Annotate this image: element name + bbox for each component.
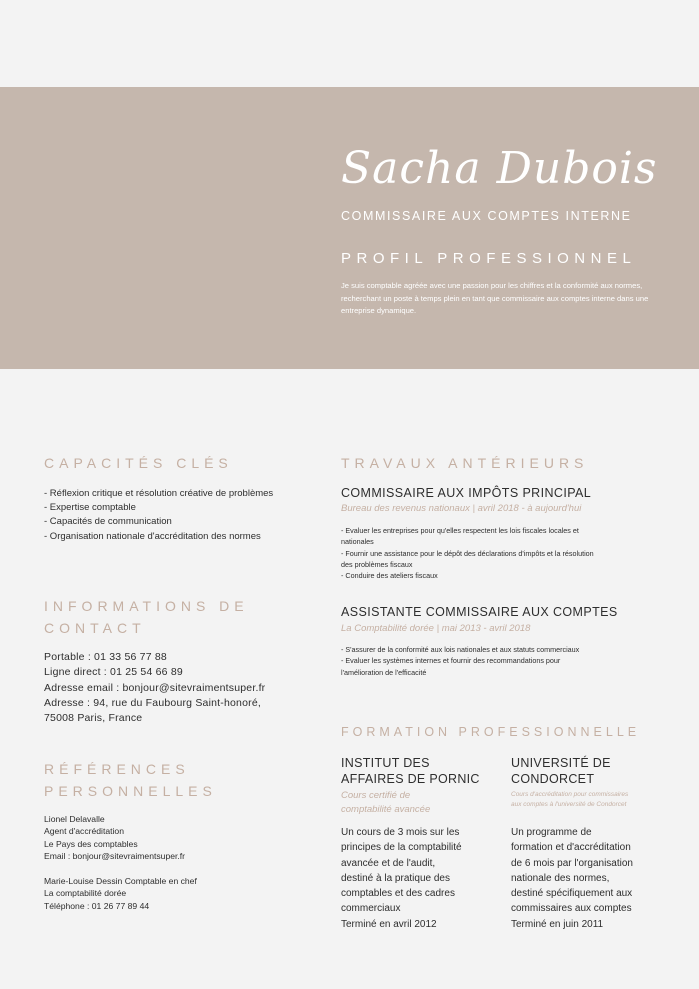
education-title-line: AFFAIRES DE PORNIC (341, 772, 480, 786)
education-desc-line: de 6 mois par l'organisation (511, 857, 633, 869)
list-item: nationales (341, 537, 374, 547)
education-subtitle-line: Cours certifié de (341, 790, 411, 801)
job-title: ASSISTANTE COMMISSAIRE AUX COMPTES (341, 605, 618, 619)
contact-heading-line: CONTACT (44, 620, 146, 636)
list-item: l'amélioration de l'efficacité (341, 667, 427, 677)
education-desc-line: Un programme de (511, 827, 592, 838)
profile-text: Je suis comptable agréée avec une passion pour les chiffres et la conformité aux normes, recherchant un poste à temps plein en tant que commissaire aux comptes interne dans une entreprise dynamique. (341, 281, 649, 315)
skills-heading: CAPACITÉS CLÉS (44, 455, 233, 471)
reference-line: Email : bonjour@sitevraimentsuper.fr (44, 851, 186, 862)
list-item: des problèmes fiscaux (341, 559, 413, 569)
education-desc-line: destiné spécifiquement aux (511, 888, 633, 900)
education-desc-line: Terminé en juin 2011 (511, 918, 604, 930)
reference-line: La comptabilité dorée (44, 888, 127, 899)
contact-address-city: 75008 Paris, France (44, 712, 143, 725)
list-item: - Conduire des ateliers fiscaux (341, 571, 438, 581)
job-subtitle: La Comptabilité dorée | mai 2013 - avril 2018 (341, 623, 531, 634)
education-desc-line: avancée et de l'audit, (341, 857, 436, 869)
education-title-line: CONDORCET (511, 772, 595, 786)
education-title-line: UNIVERSITÉ DE (511, 756, 611, 770)
list-item: - S'assurer de la conformité aux lois nationales et aux statuts commerciaux (341, 645, 580, 654)
references-heading (44, 758, 217, 802)
job-duties (341, 644, 661, 678)
education-desc-line: nationale des normes, (511, 872, 610, 884)
list-item: - Réflexion critique et résolution créative de problèmes (44, 488, 274, 499)
contact-address: Adresse : 94, rue du Faubourg Saint-honoré, (44, 696, 261, 709)
contact-heading (44, 595, 249, 639)
education-title (511, 755, 611, 787)
list-item: - Fournir une assistance pour le dépôt des déclarations d'impôts et la résolution (341, 548, 594, 558)
education-subtitle-line: Cours d'accréditation pour commissaires (511, 791, 629, 798)
job-subtitle: Bureau des revenus nationaux | avril 2018 - à aujourd'hui (341, 503, 582, 514)
references-heading-line: RÉFÉRENCES (44, 761, 190, 777)
references-list (44, 813, 314, 912)
education-desc-line: Terminé en avril 2012 (341, 918, 437, 930)
education-description (341, 825, 501, 932)
job-duties (341, 525, 661, 581)
education-desc-line: commissaires aux comptes (511, 903, 632, 915)
education-desc-line: destiné à la pratique des (341, 872, 450, 884)
reference-line: Marie-Louise Dessin Comptable en chef (44, 876, 197, 887)
education-desc-line: comptables et des cadres (341, 888, 455, 900)
education-subtitle (341, 789, 430, 817)
education-subtitle-line: aux comptes à l'université de Condorcet (511, 800, 627, 808)
contact-list (44, 650, 314, 726)
contact-heading-line: INFORMATIONS DE (44, 598, 249, 614)
candidate-role: COMMISSAIRE AUX COMPTES INTERNE (341, 209, 632, 223)
education-desc-line: Un cours de 3 mois sur les (341, 827, 460, 838)
references-heading-line: PERSONNELLES (44, 783, 217, 799)
list-item: - Evaluer les systèmes internes et fournir des recommandations pour (341, 656, 561, 666)
list-item: - Expertise comptable (44, 502, 136, 514)
reference-line: Le Pays des comptables (44, 838, 138, 849)
job-title: COMMISSAIRE AUX IMPÔTS PRINCIPAL (341, 486, 592, 500)
experience-heading: TRAVAUX ANTÉRIEURS (341, 455, 589, 471)
education-title (341, 755, 480, 787)
reference-line: Agent d'accréditation (44, 826, 124, 837)
education-desc-line: principes de la comptabilité (341, 842, 462, 854)
list-item: - Capacités de communication (44, 516, 172, 528)
education-desc-line: formation et d'accréditation (511, 842, 631, 854)
education-title-line: INSTITUT DES (341, 756, 430, 770)
contact-phone: Portable : 01 33 56 77 88 (44, 651, 167, 663)
education-heading: FORMATION PROFESSIONNELLE (341, 725, 641, 739)
education-description (511, 825, 671, 932)
list-item: - Organisation nationale d'accréditation des normes (44, 530, 261, 542)
header-band (0, 87, 699, 369)
education-subtitle-line: comptabilité avancée (341, 804, 431, 815)
contact-direct-line: Ligne direct : 01 25 54 66 89 (44, 666, 183, 679)
skills-list (44, 487, 314, 544)
reference-line: Téléphone : 01 26 77 89 44 (44, 900, 150, 911)
education-subtitle (511, 790, 628, 809)
contact-email: Adresse email : bonjour@sitevraimentsuper.fr (44, 681, 266, 694)
education-desc-line: commerciaux (341, 903, 401, 915)
profile-heading: PROFIL PROFESSIONNEL (341, 250, 637, 267)
candidate-name: Sacha Dubois (341, 143, 658, 194)
reference-line: Lionel Delavalle (44, 814, 105, 824)
list-item: - Evaluer les entreprises pour qu'elles respectent les lois fiscales locales et (341, 526, 579, 535)
